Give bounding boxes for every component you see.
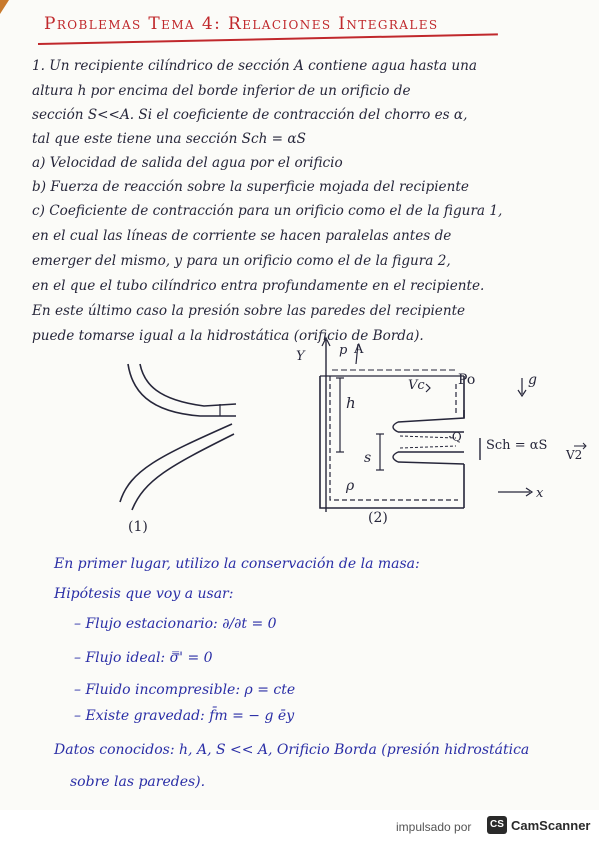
problem-line: en el que el tubo cilíndrico entra profundamente en el recipiente.	[32, 278, 485, 294]
flow-rate-label: ·Q	[448, 430, 462, 444]
x-axis-label: x	[536, 486, 544, 501]
problem-line: puede tomarse igual a la hidrostática (orificio de Borda).	[32, 328, 424, 344]
figure-2-label: (2)	[368, 510, 388, 526]
scanner-footer	[0, 810, 599, 848]
area-label: A	[354, 342, 364, 357]
known-data-line: sobre las paredes).	[70, 774, 206, 790]
problem-line: en el cual las líneas de corriente se hacen paralelas antes de	[32, 228, 452, 244]
atmospheric-pressure-label: Po	[458, 372, 476, 388]
known-data-line: Datos conocidos: h, A, S << A, Orificio Borda (presión hidrostática	[54, 742, 530, 758]
camscanner-brand: CamScanner	[511, 818, 591, 833]
problem-line: emerger del mismo, y para un orificio como el de la figura 2,	[32, 253, 451, 269]
hypothesis-item: – Flujo ideal: σ̿' = 0	[74, 650, 213, 666]
camscanner-logo-icon: CS	[487, 816, 507, 834]
jet-velocity-label: V2	[566, 448, 583, 462]
surface-velocity-label: Vc	[408, 378, 425, 393]
hypothesis-item: – Existe gravedad: f̄m = − g ēy	[74, 708, 295, 724]
solution-intro: En primer lugar, utilizo la conservación de la masa:	[54, 556, 420, 572]
problem-line: tal que este tiene una sección Sch = αS	[32, 131, 306, 147]
jet-section-label: Sch = αS	[486, 438, 548, 453]
problem-line: sección S<<A. Si el coeficiente de contracción del chorro es α,	[32, 107, 468, 123]
height-label: h	[346, 394, 356, 412]
gravity-label: g	[528, 372, 537, 388]
problem-line: En este último caso la presión sobre las paredes del recipiente	[32, 303, 466, 319]
figure-1-orifice-sketch	[100, 360, 240, 540]
title-underline	[38, 33, 498, 45]
density-label: ρ	[346, 478, 355, 494]
orifice-section-label: s	[364, 450, 372, 466]
problem-line: a) Velocidad de salida del agua por el orificio	[32, 155, 343, 171]
hypothesis-item: – Fluido incompresible: ρ = cte	[74, 682, 296, 698]
page-title: Problemas Tema 4: Relaciones Integrales	[44, 14, 439, 34]
pressure-label: p	[339, 343, 348, 358]
problem-line: c) Coeficiente de contracción para un orificio como el de la figura 1,	[32, 203, 503, 219]
page-corner-mark	[0, 0, 9, 14]
figure-1-label: (1)	[128, 519, 148, 535]
hypothesis-item: – Flujo estacionario: ∂/∂t = 0	[74, 616, 277, 632]
hypotheses-title: Hipótesis que voy a usar:	[54, 586, 234, 602]
problem-line: b) Fuerza de reacción sobre la superficie mojada del recipiente	[32, 179, 469, 195]
problem-line: altura h por encima del borde inferior de un orificio de	[32, 83, 411, 99]
y-axis-label: Y	[296, 349, 305, 364]
problem-line: 1. Un recipiente cilíndrico de sección A contiene agua hasta una	[32, 58, 477, 74]
powered-by-text: impulsado por	[396, 820, 472, 834]
